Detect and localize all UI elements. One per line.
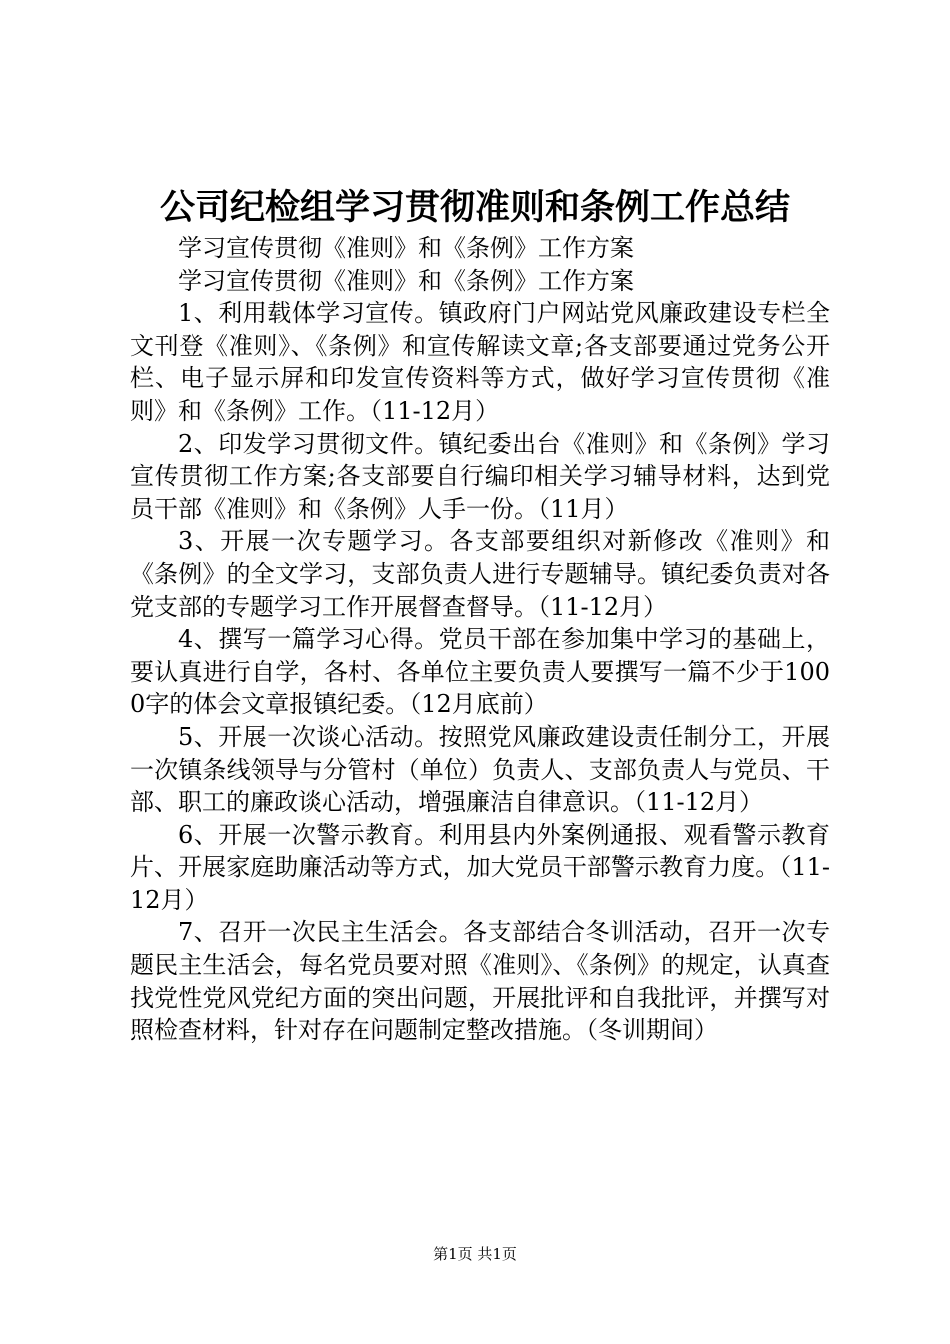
body-paragraph: 6、开展一次警示教育。利用县内外案例通报、观看警示教育片、开展家庭助廉活动等方式，加大党员干部警示教育力度。（11-12月） <box>130 820 830 914</box>
body-paragraph: 学习宣传贯彻《准则》和《条例》工作方案 <box>178 266 634 295</box>
page-footer: 第1页 共1页 <box>433 1245 517 1263</box>
body-paragraph: 1、利用载体学习宣传。镇政府门户网站党风廉政建设专栏全文刊登《准则》、《条例》和宣传解读文章;各支部要通过党务公开栏、电子显示屏和印发宣传资料等方式，做好学习宣传贯彻《准则》和《条例》工作。（11-12月） <box>130 299 830 425</box>
body-paragraph: 2、印发学习贯彻文件。镇纪委出台《准则》和《条例》学习宣传贯彻工作方案;各支部要自行编印相关学习辅导材料，达到党员干部《准则》和《条例》人手一份。（11月） <box>130 429 830 523</box>
body-paragraph: 7、召开一次民主生活会。各支部结合冬训活动，召开一次专题民主生活会，每名党员要对照《准则》、《条例》的规定，认真查找党性党风党纪方面的突出问题，开展批评和自我批评，并撰写对照检查材料，针对存在问题制定整改措施。（冬训期间） <box>130 918 830 1045</box>
document-title: 公司纪检组学习贯彻准则和条例工作总结 <box>159 187 790 228</box>
body-paragraph: 学习宣传贯彻《准则》和《条例》工作方案 <box>178 234 634 262</box>
document-body <box>130 232 830 1047</box>
body-paragraph: 5、开展一次谈心活动。按照党风廉政建设责任制分工，开展一次镇条线领导与分管村（单位）负责人、支部负责人与党员、干部、职工的廉政谈心活动，增强廉洁自律意识。（11-12月） <box>130 722 830 817</box>
body-paragraph: 4、撰写一篇学习心得。党员干部在参加集中学习的基础上，要认真进行自学，各村、各单位主要负责人要撰写一篇不少于1000字的体会文章报镇纪委。（12月底前） <box>130 625 830 719</box>
body-paragraph: 3、开展一次专题学习。各支部要组织对新修改《准则》和《条例》的全文学习，支部负责人进行专题辅导。镇纪委负责对各党支部的专题学习工作开展督查督导。（11-12月） <box>130 527 830 621</box>
